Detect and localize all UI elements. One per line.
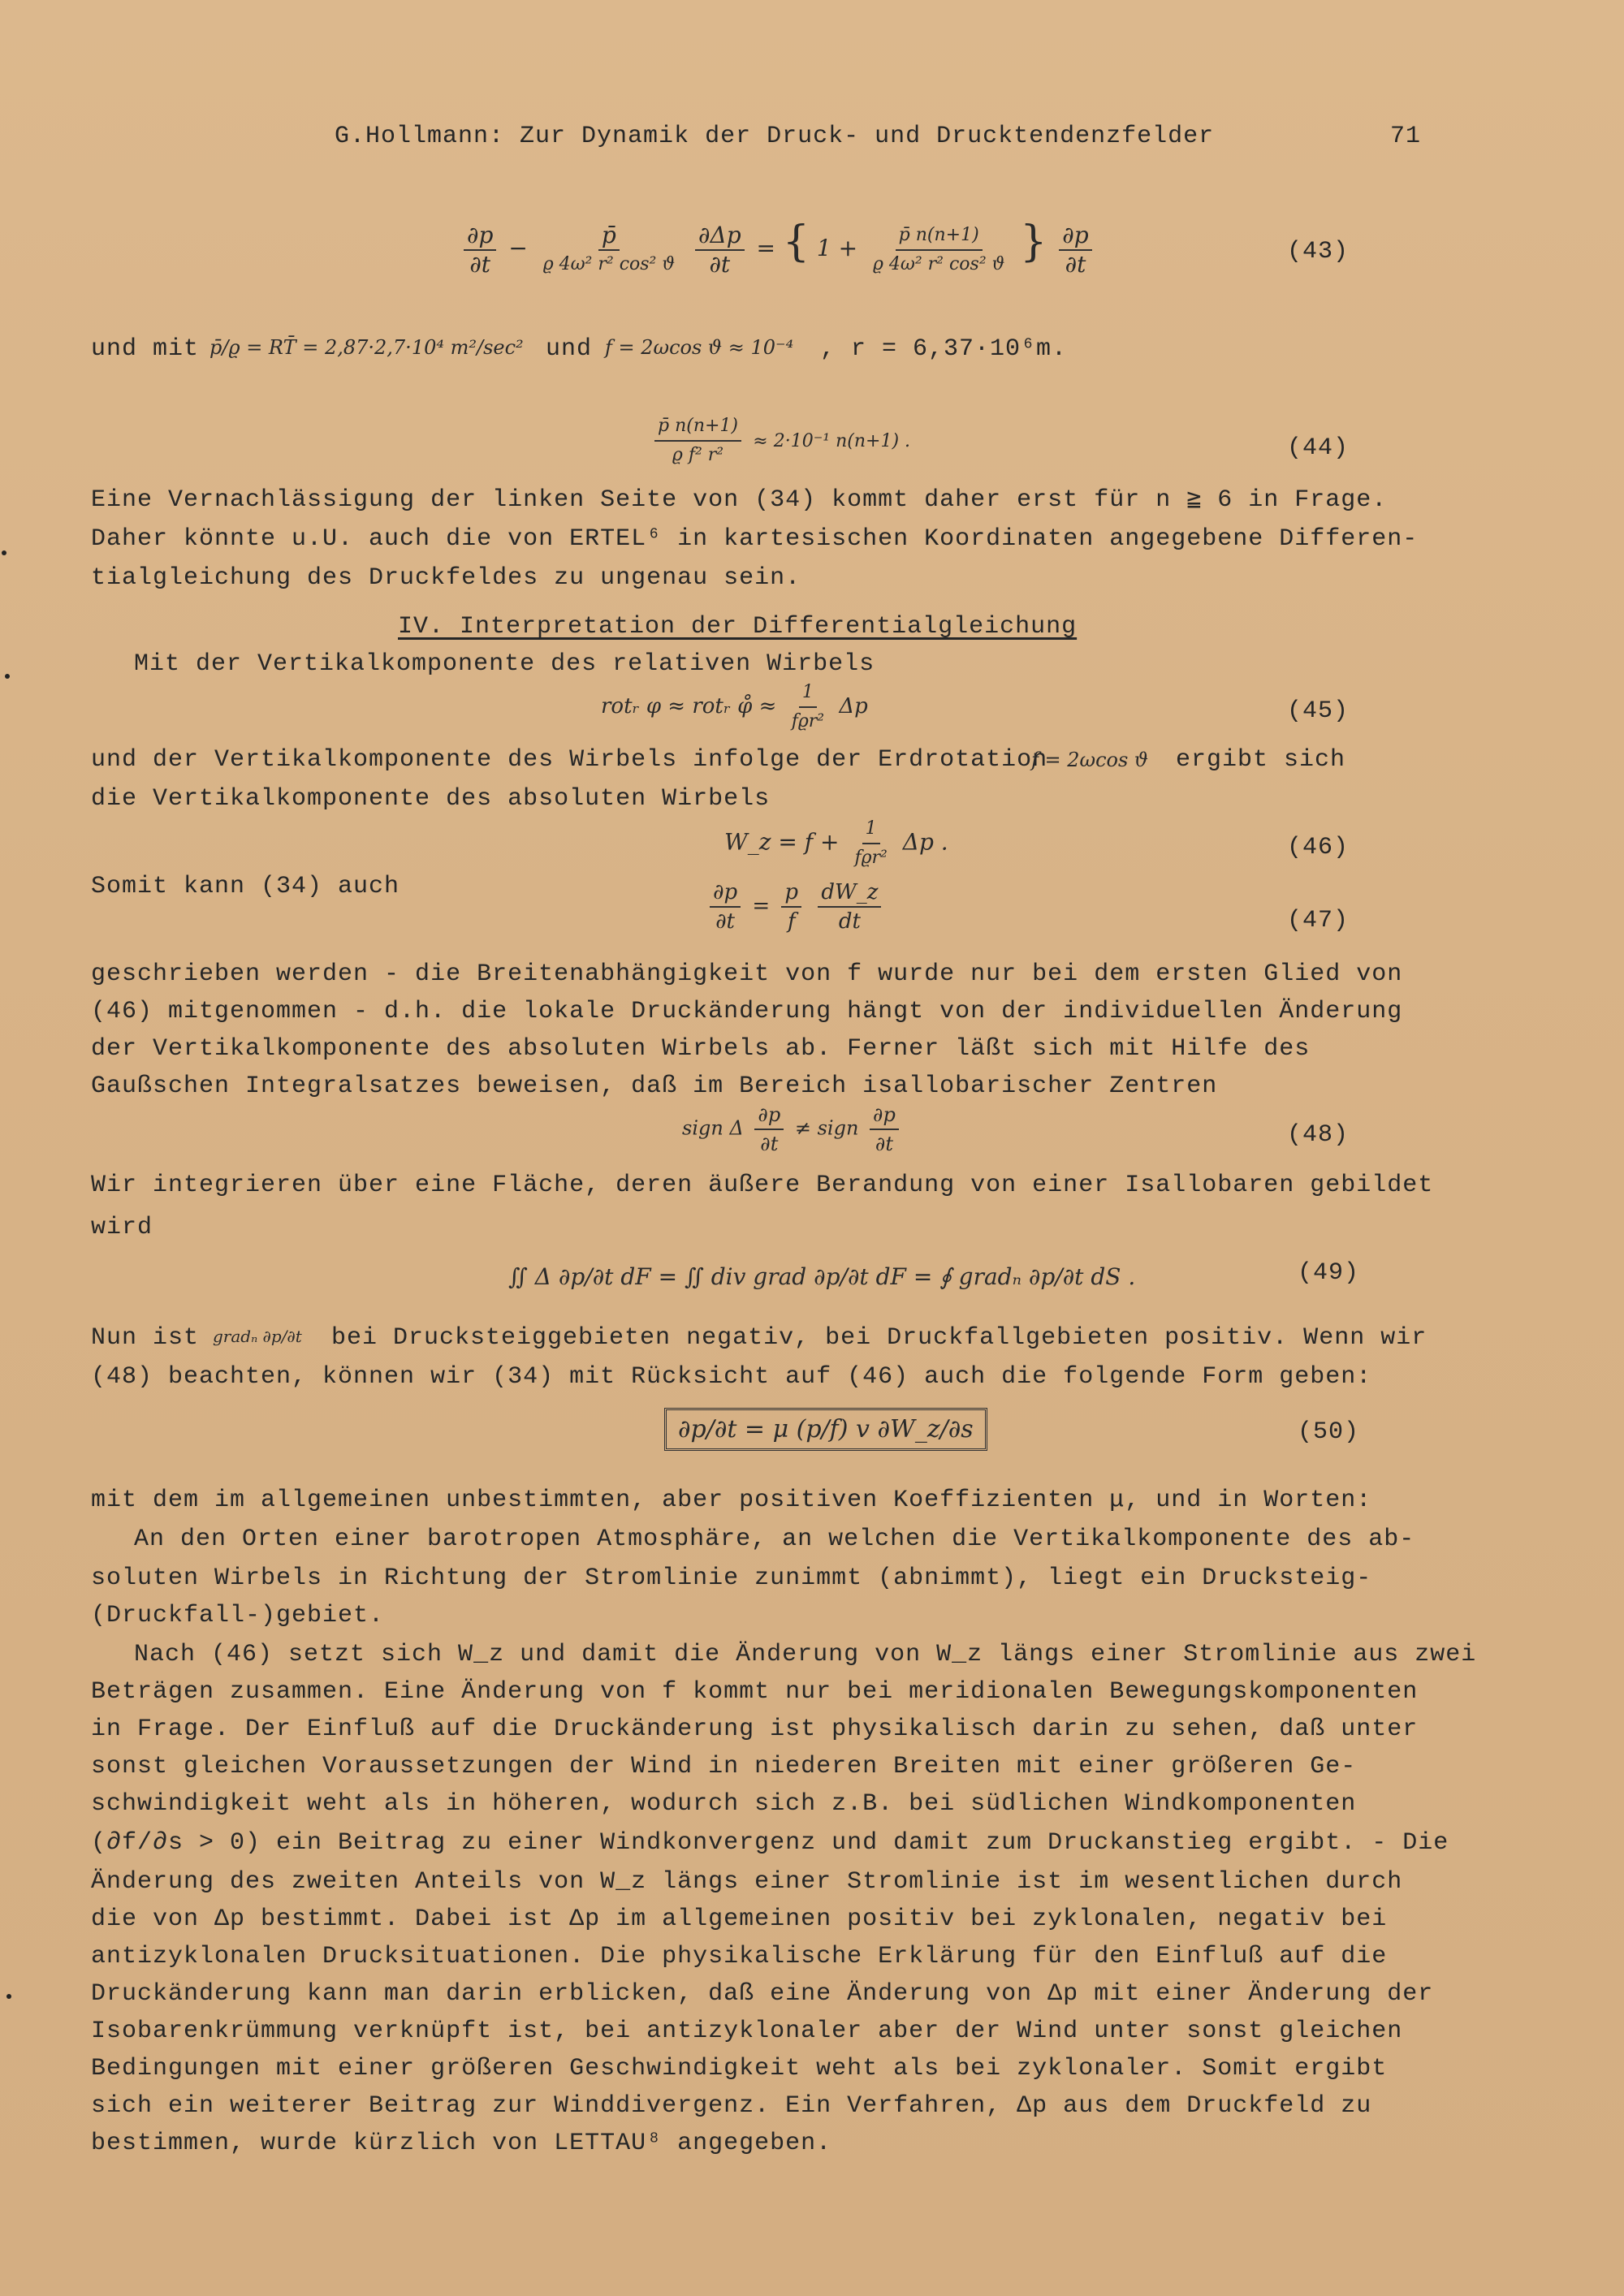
eq43-lhs-b-den: ∂t [709, 250, 731, 278]
eq43-rhs-d: ∂p [1059, 222, 1091, 251]
eq43-lhs-b: ∂Δp [695, 222, 745, 251]
text-und-mit: und mit [91, 335, 200, 363]
p9-line-3: (Druckfall-)gebiet. [91, 1602, 385, 1629]
p10-line-3: in Frage. Der Einfluß auf die Druckänderung ist physikalisch darin zu sehen, daß unter [91, 1716, 1419, 1743]
p10-line-4: sonst gleichen Voraussetzungen der Wind in niederen Breiten mit einer größeren Ge- [91, 1753, 1357, 1780]
equation-46 [724, 815, 948, 872]
eq46-num: 1 [862, 815, 880, 844]
eq48-a-den: ∂t [760, 1133, 779, 1155]
equation-45-number: (45) [1287, 697, 1350, 725]
eq47-b-num: p [781, 878, 801, 908]
eq44-den: ϱ f² r² [672, 445, 724, 465]
scan-speck [5, 674, 10, 679]
p3-line-1a: und der Vertikalkomponente des Wirbels infolge der Erdrotation [91, 746, 1048, 774]
equation-44 [650, 412, 910, 469]
p8: mit dem im allgemeinen unbestimmten, aber positiven Koeffizienten μ, und in Worten: [91, 1487, 1372, 1514]
p7-line-1a: Nun ist [91, 1324, 200, 1352]
eq45-num: 1 [799, 679, 817, 708]
p9-line-1: An den Orten einer barotropen Atmosphäre, an welchen die Vertikalkomponente des ab- [134, 1526, 1415, 1553]
p10-line-2: Beträgen zusammen. Eine Änderung von f kommt nur bei meridionalen Bewegungskomponenten [91, 1678, 1419, 1706]
scan-speck [2, 550, 6, 555]
eq48-a-num: ∂p [754, 1101, 784, 1130]
p3-line-1b: ergibt sich [1176, 746, 1346, 774]
page-number: 71 [1390, 123, 1422, 150]
p10-line-12: Bedingungen mit einer größeren Geschwindigkeit weht als bei zyklonaler. Somit ergibt [91, 2055, 1388, 2082]
p3-math: f = 2ωcos ϑ [1031, 749, 1149, 771]
text-r: , r = 6,37·10⁶m. [820, 335, 1068, 363]
eq43-rhs-inner-den: ϱ 4ω² r² cos² ϑ [872, 253, 1005, 274]
p4: Somit kann (34) auch [91, 873, 400, 900]
equation-49: ∬ Δ ∂p/∂t dF = ∬ div grad ∂p/∂t dF = ∮ gradₙ ∂p/∂t dS . [508, 1263, 1136, 1290]
p10-line-10: Druckänderung kann man darin erblicken, daß eine Änderung von Δp mit einer Änderung der [91, 1980, 1434, 2008]
eq45-b: Δp [839, 694, 868, 719]
p5-line-1: geschrieben werden - die Breitenabhängigkeit von f wurde nur bei dem ersten Glied von [91, 960, 1403, 988]
equation-44-number: (44) [1287, 434, 1350, 462]
eq47-b-den: f [787, 909, 796, 934]
eq43-rhs-inner-num: p̄ n(n+1) [896, 222, 983, 251]
equation-50-number: (50) [1298, 1418, 1360, 1446]
p5-line-3: der Vertikalkomponente des absoluten Wirbels ab. Ferner läßt sich mit Hilfe des [91, 1035, 1311, 1063]
equation-43: $\frac{\partial p}{\partial t}$ − $\frac{p̄}{\text{ϱ 4ω² r² cos² ϑ}}$ $\frac{\partial\Delta p}{\partial t}$ = { 1 + $\frac{p̄ n(n+1)}{\text{ϱ 4ω² r² cos² ϑ}}$ } $\frac{\partial p}{\partial t}$ [459, 218, 1097, 278]
eq48-a: sign Δ [682, 1116, 744, 1140]
p1-line-1: Eine Vernachlässigung der linken Seite von (34) kommt daher erst für n ≧ 6 in Frage. [91, 486, 1388, 514]
p6-line-1: Wir integrieren über eine Fläche, deren äußere Berandung von einer Isallobaren gebildet [91, 1172, 1434, 1199]
eq43-frac1-num: p̄ [598, 222, 620, 251]
scan-speck [6, 1994, 11, 1999]
p2: Mit der Vertikalkomponente des relativen Wirbels [134, 650, 875, 678]
eq46-den: fϱr² [854, 848, 888, 868]
p5-line-4: Gaußschen Integralsatzes beweisen, daß im Bereich isallobarischer Zentren [91, 1072, 1218, 1100]
eq48-b: ≠ sign [794, 1116, 859, 1140]
eq47-c-num: dW_z [818, 878, 881, 908]
p1-line-2: Daher könnte u.U. auch die von ERTEL⁶ in kartesischen Koordinaten angegebene Differen- [91, 525, 1419, 553]
eq44-rhs: ≈ 2·10⁻¹ n(n+1) . [753, 431, 911, 451]
eq47-a-num: ∂p [710, 878, 741, 908]
eq48-b-num: ∂p [870, 1101, 899, 1130]
equation-48 [682, 1101, 904, 1158]
p7-math: gradₙ ∂p/∂t [213, 1327, 302, 1346]
running-title: G.Hollmann: Zur Dynamik der Druck- und Drucktendenzfelder [335, 123, 1215, 150]
p10-line-9: antizyklonalen Drucksituationen. Die physikalische Erklärung für den Einfluß auf die [91, 1943, 1388, 1970]
eq45-a: rotᵣ φ ≈ rotᵣ φ̊ ≈ [601, 694, 777, 719]
p10-line-5: schwindigkeit weht als in höheren, wodurch sich z.B. bei südlichen Windkomponenten [91, 1790, 1357, 1818]
equation-50: ∂p/∂t = μ (p/f) v ∂W_z/∂s [664, 1408, 987, 1451]
equation-47: $\frac{\partial p}{\partial t}$ = $\frac{p}{f}$ $\frac{dW\_z}{dt}$ [705, 878, 886, 935]
equation-48-number: (48) [1287, 1121, 1350, 1149]
eq47-c-den: dt [838, 909, 861, 934]
p10-line-14: bestimmen, wurde kürzlich von LETTAU⁸ angegeben. [91, 2130, 832, 2157]
section-heading: IV. Interpretation der Differentialgleichung [398, 613, 1078, 641]
eq48-b-den: ∂t [875, 1133, 893, 1155]
p5-line-2: (46) mitgenommen - d.h. die lokale Druckänderung hängt von der individuellen Änderung [91, 998, 1403, 1025]
p10-line-6: (∂f/∂s > 0) ein Beitrag zu einer Windkonvergenz und damit zum Druckanstieg ergibt. - Die [91, 1829, 1449, 1857]
eq43-rhs-d-den: ∂t [1065, 250, 1086, 278]
eq45-den: fϱr² [791, 711, 825, 732]
p1-line-3: tialgleichung des Druckfeldes zu ungenau sein. [91, 564, 801, 592]
p10-line-13: sich ein weiterer Beitrag zur Winddivergenz. Ein Verfahren, Δp aus dem Druckfeld zu [91, 2092, 1372, 2120]
p10-line-1: Nach (46) setzt sich W_z und damit die Änderung von W_z längs einer Stromlinie aus zwei [134, 1641, 1477, 1668]
p10-line-11: Isobarenkrümmung verknüpft ist, bei antizyklonaler aber der Wind unter sonst gleichen [91, 2018, 1403, 2045]
equation-45 [601, 679, 868, 736]
equation-47-number: (47) [1287, 907, 1350, 934]
equation-43-number: (43) [1287, 238, 1350, 265]
eq43-lhs-a-den: ∂t [469, 250, 491, 278]
eq47-a-den: ∂t [715, 909, 735, 934]
math-rt: p̄/ϱ = RT̄ = 2,87·2,7·10⁴ m²/sec² [209, 336, 524, 359]
eq43-frac1-den: ϱ 4ω² r² cos² ϑ [542, 253, 676, 274]
p3-line-2: die Vertikalkomponente des absoluten Wirbels [91, 785, 771, 813]
p7-line-2: (48) beachten, können wir (34) mit Rücksicht auf (46) auch die folgende Form geben: [91, 1363, 1372, 1391]
p10-line-7: Änderung des zweiten Anteils von W_z längs einer Stromlinie ist im wesentlichen durch [91, 1868, 1403, 1896]
eq46-a: W_z = f + [724, 828, 840, 856]
p6-line-2: wird [91, 1214, 153, 1241]
p10-line-8: die von Δp bestimmt. Dabei ist Δp im allgemeinen positiv bei zyklonalen, negativ bei [91, 1905, 1388, 1933]
eq43-lhs-a: ∂p [464, 222, 496, 251]
equation-46-number: (46) [1287, 834, 1350, 861]
math-f: f = 2ωcos ϑ ≈ 10⁻⁴ [605, 336, 794, 359]
eq44-num: p̄ n(n+1) [654, 412, 741, 442]
p9-line-2: soluten Wirbels in Richtung der Stromlinie zunimmt (abnimmt), liegt ein Drucksteig- [91, 1564, 1372, 1592]
text-und: und [546, 335, 593, 363]
equation-49-number: (49) [1298, 1259, 1360, 1287]
eq46-b: Δp . [902, 828, 948, 856]
p7-line-1b: bei Drucksteiggebieten negativ, bei Druckfallgebieten positiv. Wenn wir [331, 1324, 1427, 1352]
